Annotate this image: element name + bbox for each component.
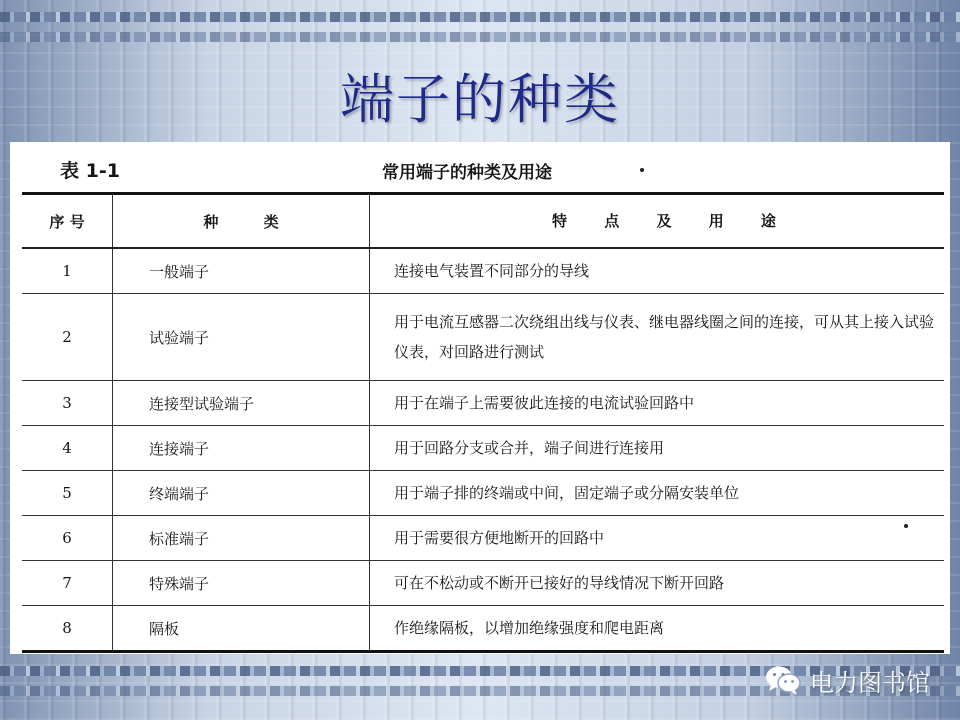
table-title: 常用端子的种类及用途 xyxy=(382,163,552,183)
table-row xyxy=(22,426,944,471)
cell-usage: 作绝缘隔板，以增加绝缘强度和爬电距离 xyxy=(370,606,945,652)
table-row xyxy=(22,248,944,294)
watermark-text: 电力图书馆 xyxy=(810,668,930,697)
wechat-icon xyxy=(764,664,802,696)
cell-seq: 3 xyxy=(22,381,113,426)
cell-type: 连接端子 xyxy=(113,426,370,471)
scanned-table-page xyxy=(10,142,950,654)
cell-type: 隔板 xyxy=(113,606,370,652)
cell-type: 终端端子 xyxy=(113,471,370,516)
cell-type: 标准端子 xyxy=(113,516,370,561)
table-number: 表 1-1 xyxy=(60,160,120,182)
decor-band-top-2 xyxy=(0,32,960,42)
cell-usage: 用于需要很方便地断开的回路中 xyxy=(370,516,945,561)
cell-usage: 用于回路分支或合并，端子间进行连接用 xyxy=(370,426,945,471)
cell-usage: 连接电气装置不同部分的导线 xyxy=(370,248,945,294)
header-type: 种 类 xyxy=(113,194,370,249)
cell-seq: 8 xyxy=(22,606,113,652)
cell-seq: 6 xyxy=(22,516,113,561)
cell-seq: 7 xyxy=(22,561,113,606)
cell-seq: 5 xyxy=(22,471,113,516)
decor-band-top xyxy=(0,12,960,22)
cell-usage: 用于在端子上需要彼此连接的电流试验回路中 xyxy=(370,381,945,426)
table-row xyxy=(22,606,944,652)
header-seq: 序 号 xyxy=(22,194,113,249)
header-usage: 特 点 及 用 途 xyxy=(370,194,945,249)
cell-type: 特殊端子 xyxy=(113,561,370,606)
cell-seq: 2 xyxy=(22,294,113,381)
cell-type: 一般端子 xyxy=(113,248,370,294)
cell-seq: 4 xyxy=(22,426,113,471)
watermark xyxy=(764,660,930,700)
cell-usage: 可在不松动或不断开已接好的导线情况下断开回路 xyxy=(370,561,945,606)
table-row xyxy=(22,381,944,426)
table-row xyxy=(22,471,944,516)
cell-seq: 1 xyxy=(22,248,113,294)
scan-speck xyxy=(640,168,644,172)
cell-usage: 用于端子排的终端或中间，固定端子或分隔安装单位 xyxy=(370,471,945,516)
table-row xyxy=(22,294,944,381)
table-row xyxy=(22,561,944,606)
terminal-types-table xyxy=(22,192,944,653)
table-row xyxy=(22,516,944,561)
cell-type: 试验端子 xyxy=(113,294,370,381)
cell-usage: 用于电流互感器二次绕组出线与仪表、继电器线圈之间的连接，可从其上接入试验仪表，对回路进行测试 xyxy=(370,294,945,381)
slide-title: 端子的种类 xyxy=(340,68,620,131)
table-header-row xyxy=(22,194,944,249)
cell-type: 连接型试验端子 xyxy=(113,381,370,426)
